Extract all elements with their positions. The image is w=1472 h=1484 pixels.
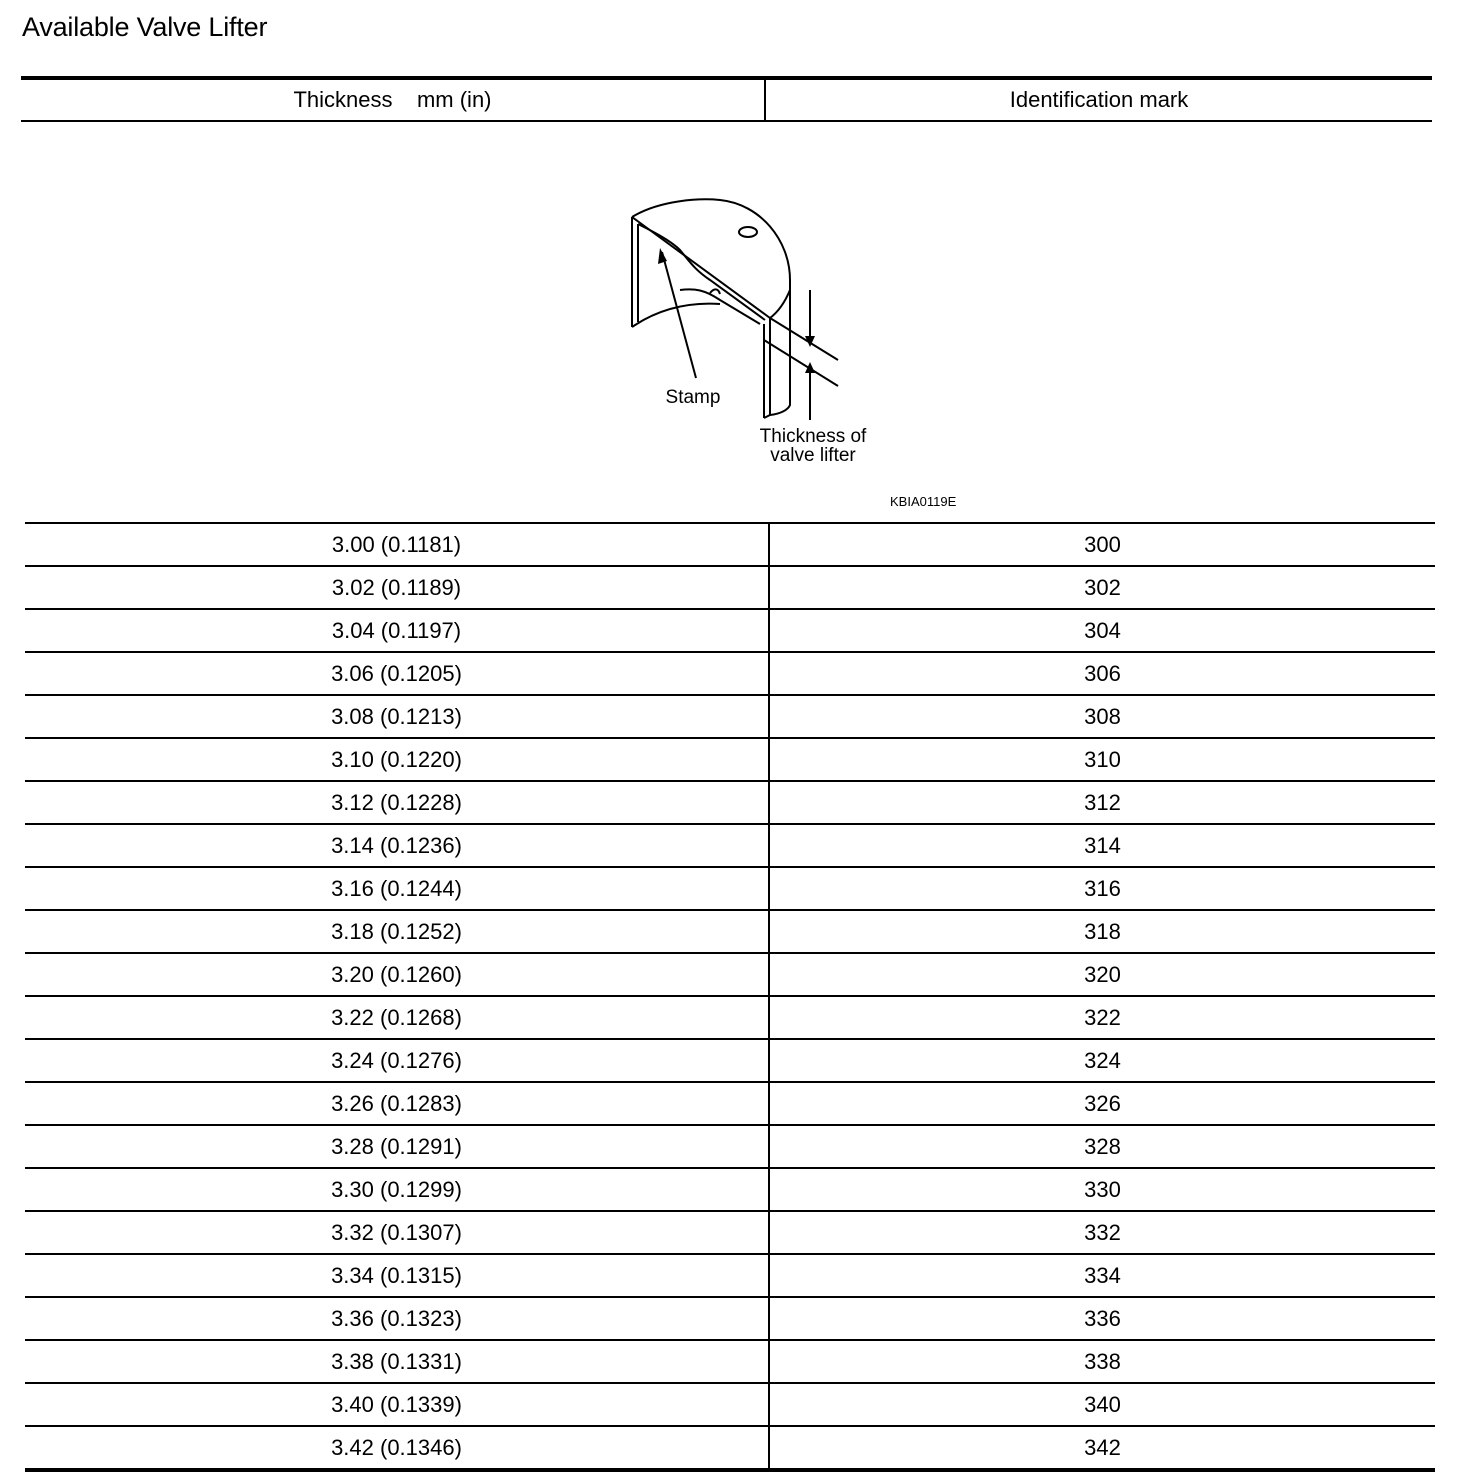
table-row <box>25 825 1435 868</box>
thickness-label-line1: Thickness of <box>759 426 867 447</box>
mark-cell: 304 <box>1084 617 1121 643</box>
header-identification-mark: Identification mark <box>1009 87 1189 112</box>
thickness-cell: 3.26 (0.1283) <box>25 1083 770 1124</box>
header-thickness: Thickness mm (in) <box>21 80 766 120</box>
mark-cell: 324 <box>1084 1047 1121 1073</box>
thickness-cell: 3.08 (0.1213) <box>25 696 770 737</box>
thickness-cell: 3.00 (0.1181) <box>25 524 770 565</box>
mark-cell: 340 <box>1084 1391 1121 1417</box>
thickness-cell: 3.32 (0.1307) <box>25 1212 770 1253</box>
table-row <box>25 1126 1435 1169</box>
thickness-cell: 3.02 (0.1189) <box>25 567 770 608</box>
valve-lifter-table <box>25 522 1435 1472</box>
thickness-cell: 3.36 (0.1323) <box>25 1298 770 1339</box>
mark-cell: 326 <box>1084 1090 1121 1116</box>
figure-code: KBIA0119E <box>890 494 957 509</box>
thickness-cell: 3.34 (0.1315) <box>25 1255 770 1296</box>
valve-lifter-drawing <box>620 190 980 520</box>
thickness-cell: 3.12 (0.1228) <box>25 782 770 823</box>
table-row <box>25 997 1435 1040</box>
mark-cell: 314 <box>1084 832 1121 858</box>
thickness-cell: 3.18 (0.1252) <box>25 911 770 952</box>
mark-cell: 310 <box>1084 746 1121 772</box>
table-row <box>25 1298 1435 1341</box>
mark-cell: 322 <box>1084 1004 1121 1030</box>
thickness-cell: 3.42 (0.1346) <box>25 1427 770 1468</box>
table-row <box>25 696 1435 739</box>
mark-cell: 320 <box>1084 961 1121 987</box>
valve-lifter-illustration <box>620 190 980 520</box>
stamp-label: Stamp <box>665 387 721 408</box>
thickness-cell: 3.04 (0.1197) <box>25 610 770 651</box>
thickness-cell: 3.30 (0.1299) <box>25 1169 770 1210</box>
thickness-cell: 3.16 (0.1244) <box>25 868 770 909</box>
thickness-cell: 3.10 (0.1220) <box>25 739 770 780</box>
table-row <box>25 1083 1435 1126</box>
thickness-cell: 3.28 (0.1291) <box>25 1126 770 1167</box>
mark-cell: 318 <box>1084 918 1121 944</box>
thickness-label-line2: valve lifter <box>770 445 856 466</box>
mark-cell: 316 <box>1084 875 1121 901</box>
table-row <box>25 610 1435 653</box>
mark-cell: 308 <box>1084 703 1121 729</box>
mark-cell: 306 <box>1084 660 1121 686</box>
mark-cell: 336 <box>1084 1305 1121 1331</box>
table-row <box>25 1341 1435 1384</box>
table-row <box>25 954 1435 997</box>
mark-cell: 330 <box>1084 1176 1121 1202</box>
mark-cell: 302 <box>1084 574 1121 600</box>
table-row <box>25 782 1435 825</box>
table-row <box>25 1169 1435 1212</box>
page-title: Available Valve Lifter <box>22 12 268 42</box>
mark-cell: 300 <box>1084 531 1121 557</box>
table-header <box>21 76 1432 122</box>
thickness-cell: 3.14 (0.1236) <box>25 825 770 866</box>
thickness-cell: 3.24 (0.1276) <box>25 1040 770 1081</box>
mark-cell: 328 <box>1084 1133 1121 1159</box>
thickness-cell: 3.40 (0.1339) <box>25 1384 770 1425</box>
mark-cell: 334 <box>1084 1262 1121 1288</box>
mark-cell: 342 <box>1084 1434 1121 1460</box>
table-row <box>25 524 1435 567</box>
table-row <box>25 1427 1435 1468</box>
mark-cell: 338 <box>1084 1348 1121 1374</box>
table-row <box>25 739 1435 782</box>
table-row <box>25 653 1435 696</box>
thickness-cell: 3.20 (0.1260) <box>25 954 770 995</box>
table-row <box>25 567 1435 610</box>
thickness-cell: 3.22 (0.1268) <box>25 997 770 1038</box>
table-row <box>25 1384 1435 1427</box>
table-row <box>25 1212 1435 1255</box>
thickness-cell: 3.06 (0.1205) <box>25 653 770 694</box>
mark-cell: 312 <box>1084 789 1121 815</box>
table-row <box>25 911 1435 954</box>
table-row <box>25 1255 1435 1298</box>
thickness-cell: 3.38 (0.1331) <box>25 1341 770 1382</box>
table-row <box>25 868 1435 911</box>
table-row <box>25 1040 1435 1083</box>
mark-cell: 332 <box>1084 1219 1121 1245</box>
